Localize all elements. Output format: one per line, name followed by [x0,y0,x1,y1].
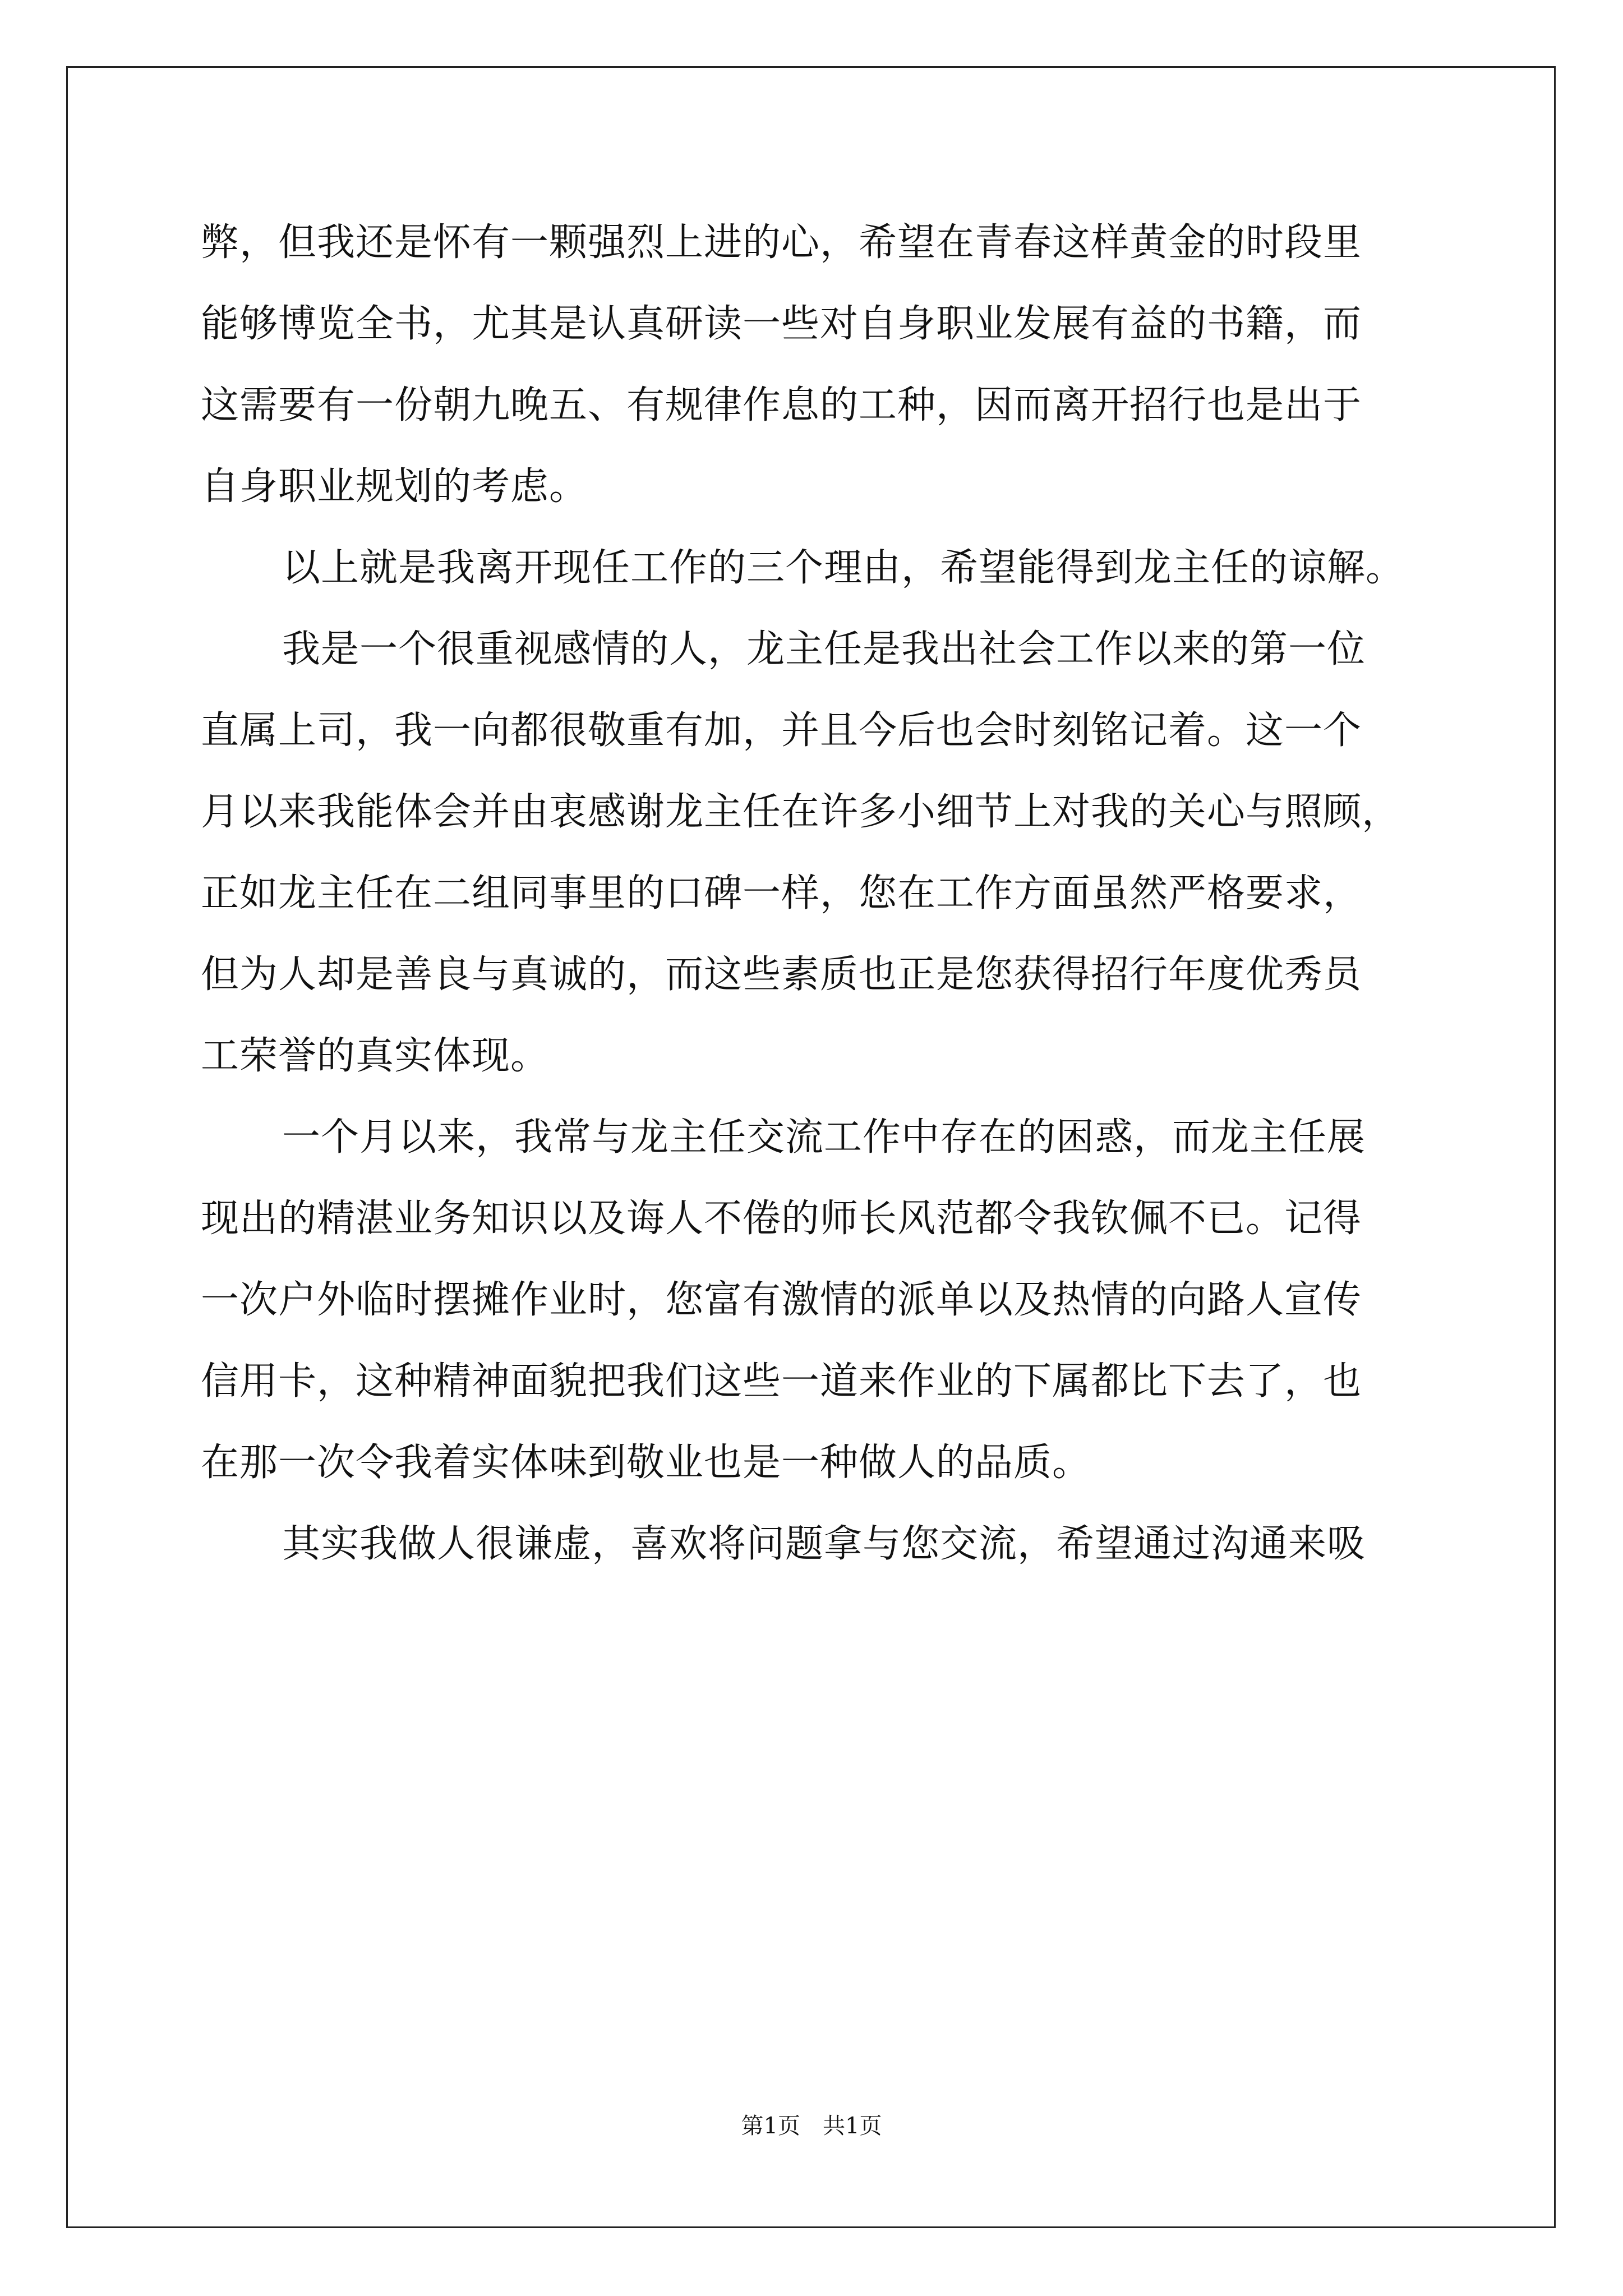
text-line: 工荣誉的真实体现。 [201,1034,550,1078]
text-line: 一个月以来，我常与龙主任交流工作中存在的困惑，而龙主任展 [282,1115,1366,1159]
text-line: 正如龙主任在二组同事里的口碑一样，您在工作方面虽然严格要求， [201,871,1362,915]
text-line: 在那一次令我着实体味到敬业也是一种做人的品质。 [201,1441,1091,1485]
text-line: 弊，但我还是怀有一颗强烈上进的心，希望在青春这样黄金的时段里 [201,220,1362,265]
text-line: 一次户外临时摆摊作业时，您富有激情的派单以及热情的向路人宣传 [201,1278,1362,1322]
document-body [201,202,1423,1585]
text-line: 能够博览全书，尤其是认真研读一些对自身职业发展有益的书籍，而 [201,302,1362,346]
text-line: 以上就是我离开现任工作的三个理由，希望能得到龙主任的谅解。 [282,546,1405,590]
text-line: 月以来我能体会并由衷感谢龙主任在许多小细节上对我的关心与照顾， [201,790,1401,834]
text-line: 信用卡，这种精神面貌把我们这些一道来作业的下属都比下去了，也 [201,1359,1362,1404]
text-line: 其实我做人很谦虚，喜欢将问题拿与您交流，希望通过沟通来吸 [282,1522,1366,1566]
text-line: 我是一个很重视感情的人，龙主任是我出社会工作以来的第一位 [282,627,1366,671]
text-line: 自身职业规划的考虑。 [201,464,588,509]
page-number-current: 第1页 [741,2113,800,2139]
text-line: 现出的精湛业务知识以及诲人不倦的师长风范都令我钦佩不已。记得 [201,1197,1362,1241]
text-line: 但为人却是善良与真诚的，而这些素质也正是您获得招行年度优秀员 [201,953,1362,997]
page-footer [0,2112,1623,2140]
text-line: 直属上司，我一向都很敬重有加，并且今后也会时刻铭记着。这一个 [201,708,1362,753]
text-line: 这需要有一份朝九晚五、有规律作息的工种，因而离开招行也是出于 [201,383,1362,427]
page-number-total: 共1页 [823,2113,882,2139]
